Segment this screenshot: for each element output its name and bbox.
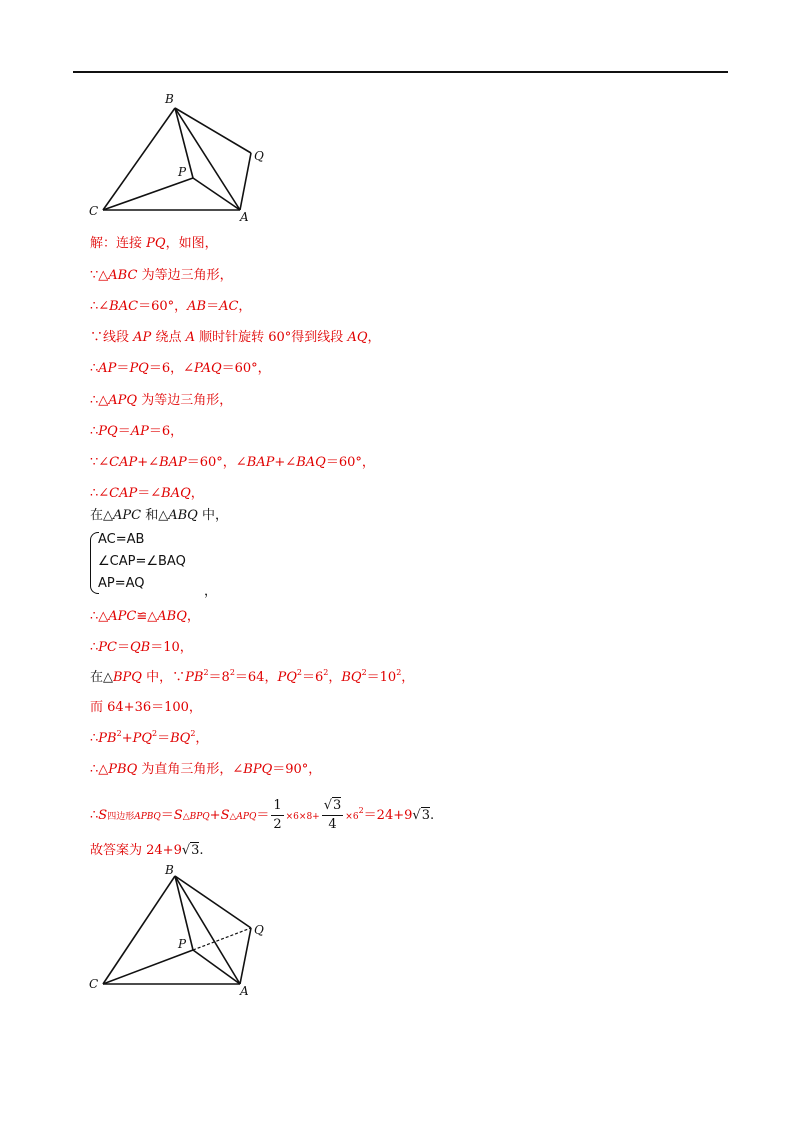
line-9: ∴∠CAP＝∠BAQ， xyxy=(90,486,204,501)
edge-BA xyxy=(175,876,240,984)
fraction-half: $\frac{1}{2}$ xyxy=(273,798,282,832)
line-14: 而 64+36＝100， xyxy=(90,700,202,715)
edge-PA xyxy=(193,178,240,210)
figure-1 xyxy=(85,88,275,223)
edge-PQ-dashed xyxy=(193,928,251,950)
edge-CP xyxy=(103,178,193,210)
system-row-3: AP=AQ xyxy=(98,576,145,591)
edge-BQ xyxy=(175,108,251,153)
edge-CB xyxy=(103,876,175,984)
figure-2 xyxy=(85,862,275,997)
line-8: ∵∠CAP+∠BAP＝60°，∠BAP+∠BAQ＝60°， xyxy=(90,455,375,470)
line-15: $\therefore PB^2+PQ^2=BQ^2$， xyxy=(90,729,209,746)
line-2: ∵△ABC 为等边三角形， xyxy=(90,268,233,283)
line-4: ∵线段 AP 绕点 A 顺时针旋转 60°得到线段 AQ， xyxy=(90,330,381,345)
line-6: ∴△APQ 为等边三角形， xyxy=(90,393,233,408)
sqrt-3-answer: √3 xyxy=(181,843,200,858)
system-row-1: AC=AB xyxy=(98,532,145,547)
label-P: P xyxy=(178,937,187,951)
line-12: ∴PC＝QB＝10， xyxy=(90,640,193,655)
system-row-2: ∠CAP=∠BAQ xyxy=(98,554,186,569)
label-A: A xyxy=(240,210,249,223)
edge-PA xyxy=(193,950,240,984)
label-C: C xyxy=(89,977,99,991)
equation-system xyxy=(90,530,250,599)
label-B: B xyxy=(165,863,174,877)
edge-BA xyxy=(175,108,240,210)
line-10: 在△APC 和△ABQ 中， xyxy=(90,508,228,523)
fraction-sqrt3-over-4: $\frac{√3}{4}$ xyxy=(323,798,342,832)
edge-CB xyxy=(103,108,175,210)
line-5: ∴AP＝PQ＝6，∠PAQ＝60°， xyxy=(90,361,271,376)
label-C: C xyxy=(89,204,99,218)
label-A: A xyxy=(240,984,249,997)
line-11: ∴△APC≌△ABQ， xyxy=(90,609,200,624)
label-Q: Q xyxy=(254,923,264,937)
edge-CP xyxy=(103,950,193,984)
edge-QA xyxy=(240,153,251,210)
edge-QA xyxy=(240,928,251,984)
line-18: 故答案为 24+9√3. xyxy=(90,843,204,858)
line-16: ∴△PBQ 为直角三角形，∠BPQ＝90°， xyxy=(90,762,322,777)
label-Q: Q xyxy=(254,149,264,163)
label-P: P xyxy=(178,165,187,179)
line-1: 解：连接 PQ，如图， xyxy=(90,236,218,251)
line-17: ∴S四边形APBQ＝S△BPQ+S△APQ＝ $\frac{1}{2}$ ×6×8+ $\frac{√3}{4}$ $\times 6^2=24+9√3$. xyxy=(90,798,435,832)
sqrt-3: √3 xyxy=(412,808,430,823)
header-rule xyxy=(73,71,728,73)
line-13: 在△BPQ 中，$\because PB^2=8^2=64$，$PQ^2=6^2$，$BQ^2=10^2$， xyxy=(90,668,415,685)
label-B: B xyxy=(165,92,174,106)
line-7: ∴PQ＝AP＝6， xyxy=(90,424,184,439)
line-3: ∴∠BAC＝60°，AB＝AC， xyxy=(90,299,252,314)
system-comma: ， xyxy=(204,584,218,599)
